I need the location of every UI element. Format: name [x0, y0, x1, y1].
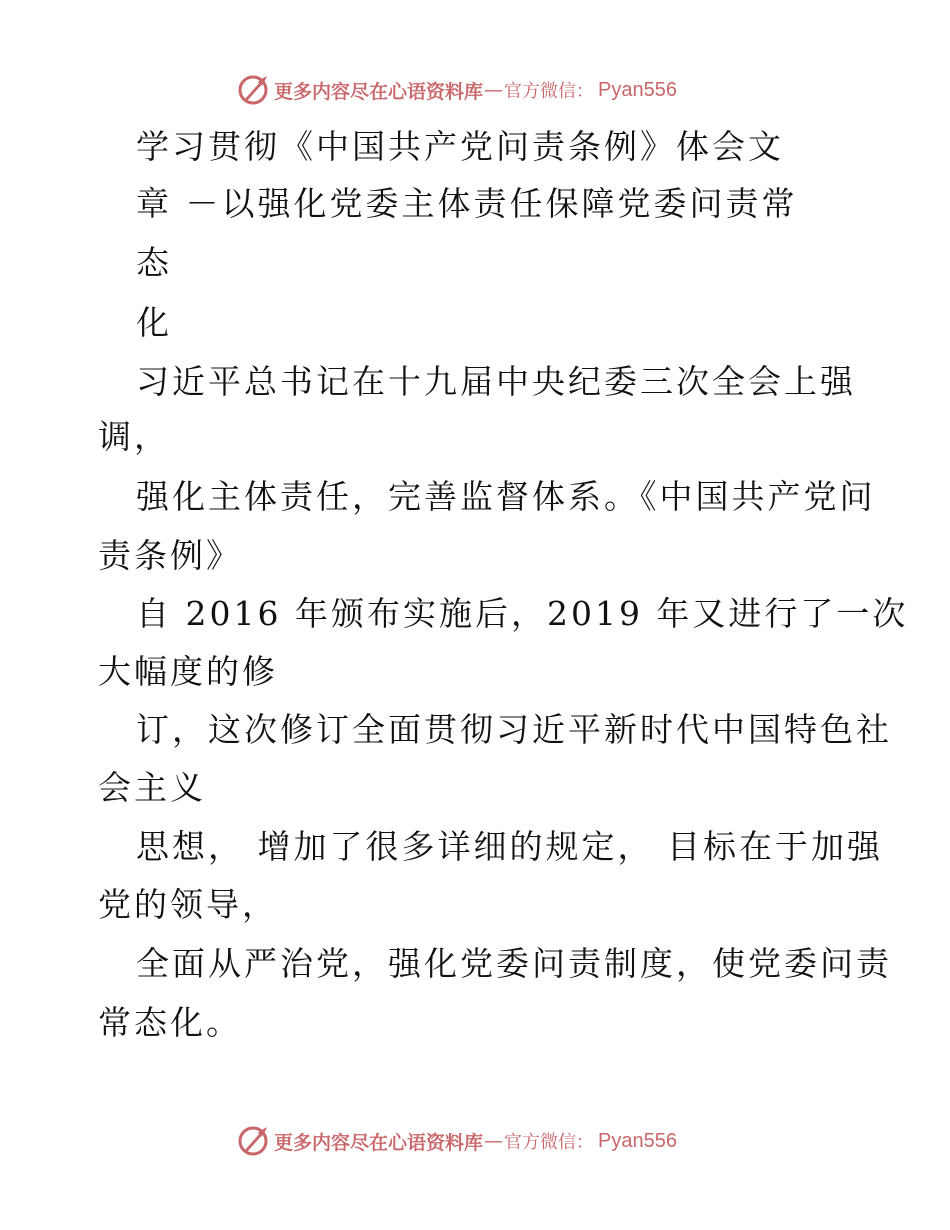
body-line: 党的领导， — [98, 885, 278, 924]
banner-wechat-id: Pyan556 — [598, 78, 677, 101]
body-line: 自 2016 年颁布实施后，2019 年又进行了一次 — [136, 594, 909, 633]
banner-wechat-label: 官方微信： — [504, 81, 595, 102]
footer-watermark-banner — [236, 1123, 677, 1159]
title-line-4: 化 — [136, 303, 172, 342]
banner-dash: — — [484, 79, 504, 101]
banner-text: 更多内容尽在心语资料库 — [274, 80, 484, 103]
header-watermark-banner — [236, 72, 677, 108]
body-line: 会主义 — [98, 768, 206, 807]
banner-dash: — — [484, 1130, 504, 1152]
banner-wechat-id: Pyan556 — [598, 1129, 677, 1152]
body-line: 常态化。 — [98, 1003, 242, 1042]
body-line: 思想， 增加了很多详细的规定， 目标在于加强 — [136, 827, 883, 866]
quill-pen-logo-icon — [236, 1124, 270, 1158]
quill-pen-logo-icon — [236, 73, 270, 107]
title-line-2: 章 －以强化党委主体责任保障党委问责常 — [136, 184, 798, 223]
body-line: 责条例》 — [98, 536, 242, 575]
body-line: 调， — [98, 417, 170, 456]
body-line: 订，这次修订全面贯彻习近平新时代中国特色社 — [136, 710, 892, 749]
body-line: 习近平总书记在十九届中央纪委三次全会上强 — [136, 362, 856, 401]
body-line: 大幅度的修 — [98, 652, 278, 691]
title-line-3: 态 — [136, 243, 172, 282]
banner-text: 更多内容尽在心语资料库 — [274, 1131, 484, 1154]
body-line: 全面从严治党，强化党委问责制度，使党委问责 — [136, 944, 892, 983]
title-line-1: 学习贯彻《中国共产党问责条例》体会文 — [136, 127, 784, 166]
body-line: 强化主体责任，完善监督体系。《中国共产党问 — [136, 477, 876, 516]
banner-wechat-label: 官方微信： — [504, 1132, 595, 1153]
